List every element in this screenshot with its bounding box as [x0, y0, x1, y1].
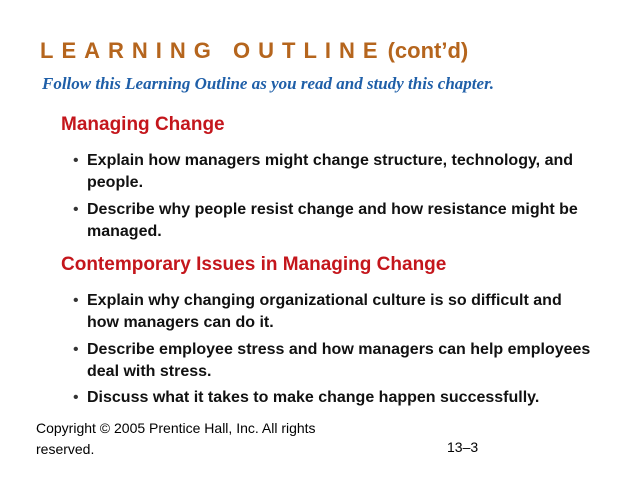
- bullet-text: Describe why people resist change and how resistance might be managed.: [87, 201, 578, 240]
- section-heading-managing-change: Managing Change: [61, 114, 225, 135]
- copyright-notice: Copyright © 2005 Prentice Hall, Inc. All rights reserved.: [36, 420, 316, 457]
- bullet-icon: •: [73, 152, 79, 169]
- bullet-item: [73, 387, 593, 409]
- bullet-icon: •: [73, 201, 79, 218]
- bullet-item: [73, 199, 593, 243]
- bullet-item: [73, 150, 593, 194]
- subtitle: Follow this Learning Outline as you read and study this chapter.: [42, 74, 495, 93]
- bullet-icon: •: [73, 389, 79, 406]
- bullet-text: Discuss what it takes to make change happen successfully.: [87, 389, 540, 406]
- title-main: LEARNING OUTLINE: [40, 38, 386, 63]
- page-number: 13–3: [447, 439, 479, 455]
- bullet-icon: •: [73, 292, 79, 309]
- bullet-item: [73, 290, 593, 334]
- bullet-icon: •: [73, 341, 79, 358]
- title-suffix: (cont’d): [387, 38, 469, 63]
- bullet-item: [73, 339, 593, 383]
- slide-title: [40, 38, 468, 64]
- bullet-text: Explain how managers might change structure, technology, and people.: [87, 152, 574, 191]
- bullet-text: Describe employee stress and how managers can help employees deal with stress.: [87, 341, 591, 380]
- section-heading-contemporary-issues: Contemporary Issues in Managing Change: [61, 254, 447, 275]
- bullet-text: Explain why changing organizational culture is so difficult and how managers can do it.: [87, 292, 562, 331]
